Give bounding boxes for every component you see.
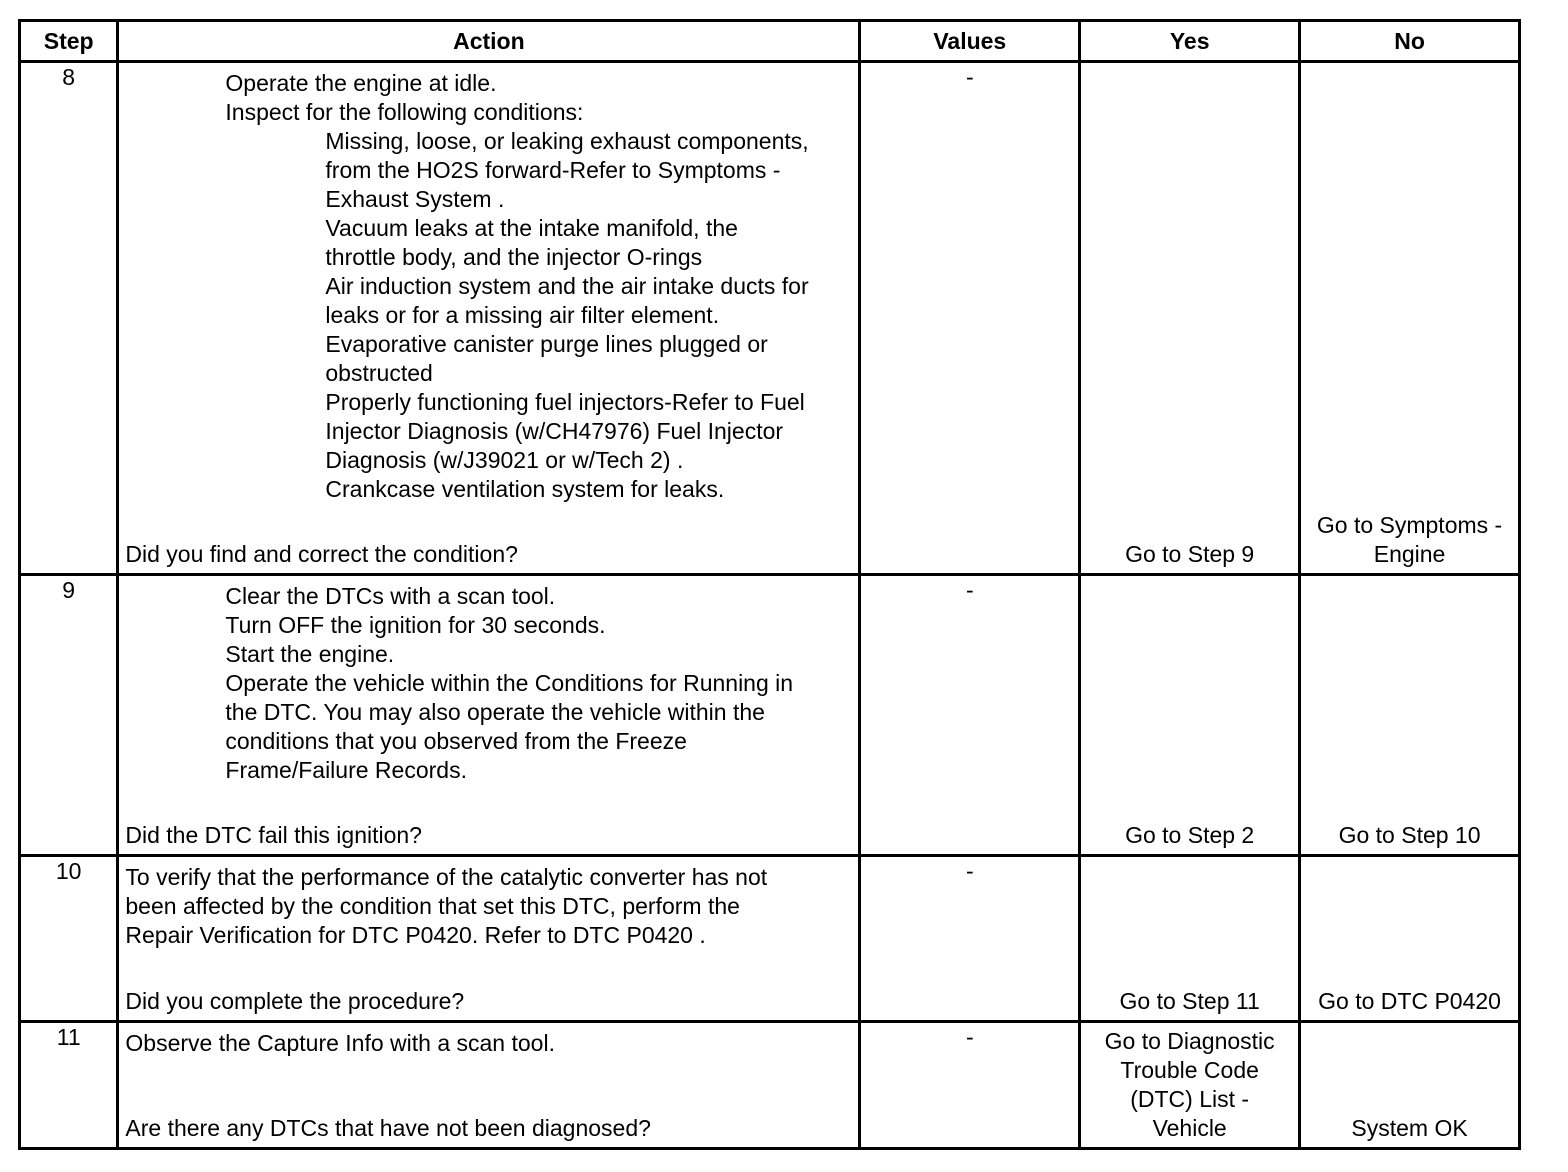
header-yes: Yes	[1080, 21, 1300, 62]
condition-line: Diagnosis (w/J39021 or w/Tech 2) .	[325, 447, 684, 473]
header-no: No	[1300, 21, 1520, 62]
values-cell: -	[860, 1021, 1080, 1148]
yes-link-line: Go to Diagnostic	[1104, 1028, 1275, 1054]
action-line: been affected by the condition that set this DTC, perform the	[125, 893, 740, 920]
header-row	[20, 21, 1520, 62]
no-link-line: Engine	[1373, 541, 1446, 568]
no-cell	[1300, 575, 1520, 856]
action-question: Did you complete the procedure?	[125, 987, 465, 1014]
action-question: Are there any DTCs that have not been diagnosed?	[125, 1115, 651, 1141]
yes-link-line: (DTC) List -	[1130, 1086, 1250, 1112]
action-question: Did you find and correct the condition?	[125, 541, 518, 568]
header-step: Step	[20, 21, 118, 62]
action-line: Frame/Failure Records.	[225, 757, 467, 784]
yes-link-line: Go to Step 9	[1125, 541, 1255, 568]
action-line: conditions that you observed from the Freeze	[225, 728, 687, 755]
condition-line: Air induction system and the air intake ducts for	[325, 273, 809, 299]
condition-line: Properly functioning fuel injectors-Refer to Fuel	[325, 389, 805, 415]
no-link-line: System OK	[1351, 1115, 1468, 1141]
condition-line: Injector Diagnosis (w/CH47976) Fuel Injector	[325, 418, 784, 444]
no-link-line: Go to Step 10	[1338, 822, 1481, 849]
action-cell	[118, 1021, 860, 1148]
action-line: Observe the Capture Info with a scan tool.	[125, 1029, 555, 1056]
condition-line: obstructed	[325, 360, 433, 386]
table-row-step-10	[20, 856, 1520, 1022]
action-line: Repair Verification for DTC P0420. Refer to DTC P0420 .	[125, 922, 706, 949]
no-cell	[1300, 62, 1520, 575]
values-cell: -	[860, 575, 1080, 856]
diagnostic-table	[18, 19, 1521, 1150]
step-number: 11	[20, 1021, 118, 1148]
step-number: 8	[20, 62, 118, 575]
condition-line: Crankcase ventilation system for leaks.	[325, 476, 725, 502]
action-line: the DTC. You may also operate the vehicle within the	[225, 699, 765, 726]
step-number: 10	[20, 856, 118, 1022]
yes-link-line: Trouble Code	[1120, 1057, 1259, 1083]
condition-line: Evaporative canister purge lines plugged or	[325, 331, 768, 357]
condition-line: leaks or for a missing air filter element.	[325, 302, 720, 328]
action-line: Start the engine.	[225, 641, 395, 668]
table-row-step-9	[20, 575, 1520, 856]
action-cell	[118, 575, 860, 856]
no-link-line: Go to DTC P0420	[1318, 987, 1501, 1014]
yes-cell	[1080, 62, 1300, 575]
yes-link-line: Go to Step 2	[1125, 822, 1255, 849]
condition-line: Exhaust System .	[325, 186, 505, 212]
condition-line: Missing, loose, or leaking exhaust components,	[325, 128, 809, 154]
action-line: Inspect for the following conditions:	[225, 99, 584, 125]
header-action: Action	[118, 21, 860, 62]
header-values: Values	[860, 21, 1080, 62]
condition-line: throttle body, and the injector O-rings	[325, 244, 703, 270]
action-line: Operate the vehicle within the Conditions for Running in	[225, 670, 794, 697]
yes-link-line: Vehicle	[1152, 1115, 1227, 1141]
action-line: Turn OFF the ignition for 30 seconds.	[225, 612, 606, 639]
no-link-line: Go to Symptoms -	[1316, 512, 1503, 539]
table-row-step-8	[20, 62, 1520, 575]
yes-link-line: Go to Step 11	[1119, 987, 1260, 1014]
no-cell	[1300, 856, 1520, 1022]
action-line: Clear the DTCs with a scan tool.	[225, 583, 556, 610]
action-cell	[118, 62, 860, 575]
action-line: To verify that the performance of the catalytic converter has not	[125, 864, 768, 891]
yes-cell	[1080, 856, 1300, 1022]
action-cell	[118, 856, 860, 1022]
action-line: Operate the engine at idle.	[225, 70, 497, 96]
values-cell: -	[860, 62, 1080, 575]
values-cell: -	[860, 856, 1080, 1022]
table-row-step-11	[20, 1021, 1520, 1148]
condition-line: from the HO2S forward-Refer to Symptoms -	[325, 157, 781, 183]
no-cell	[1300, 1021, 1520, 1148]
action-question: Did the DTC fail this ignition?	[125, 822, 422, 849]
condition-line: Vacuum leaks at the intake manifold, the	[325, 215, 738, 241]
yes-cell	[1080, 575, 1300, 856]
yes-cell	[1080, 1021, 1300, 1148]
step-number: 9	[20, 575, 118, 856]
